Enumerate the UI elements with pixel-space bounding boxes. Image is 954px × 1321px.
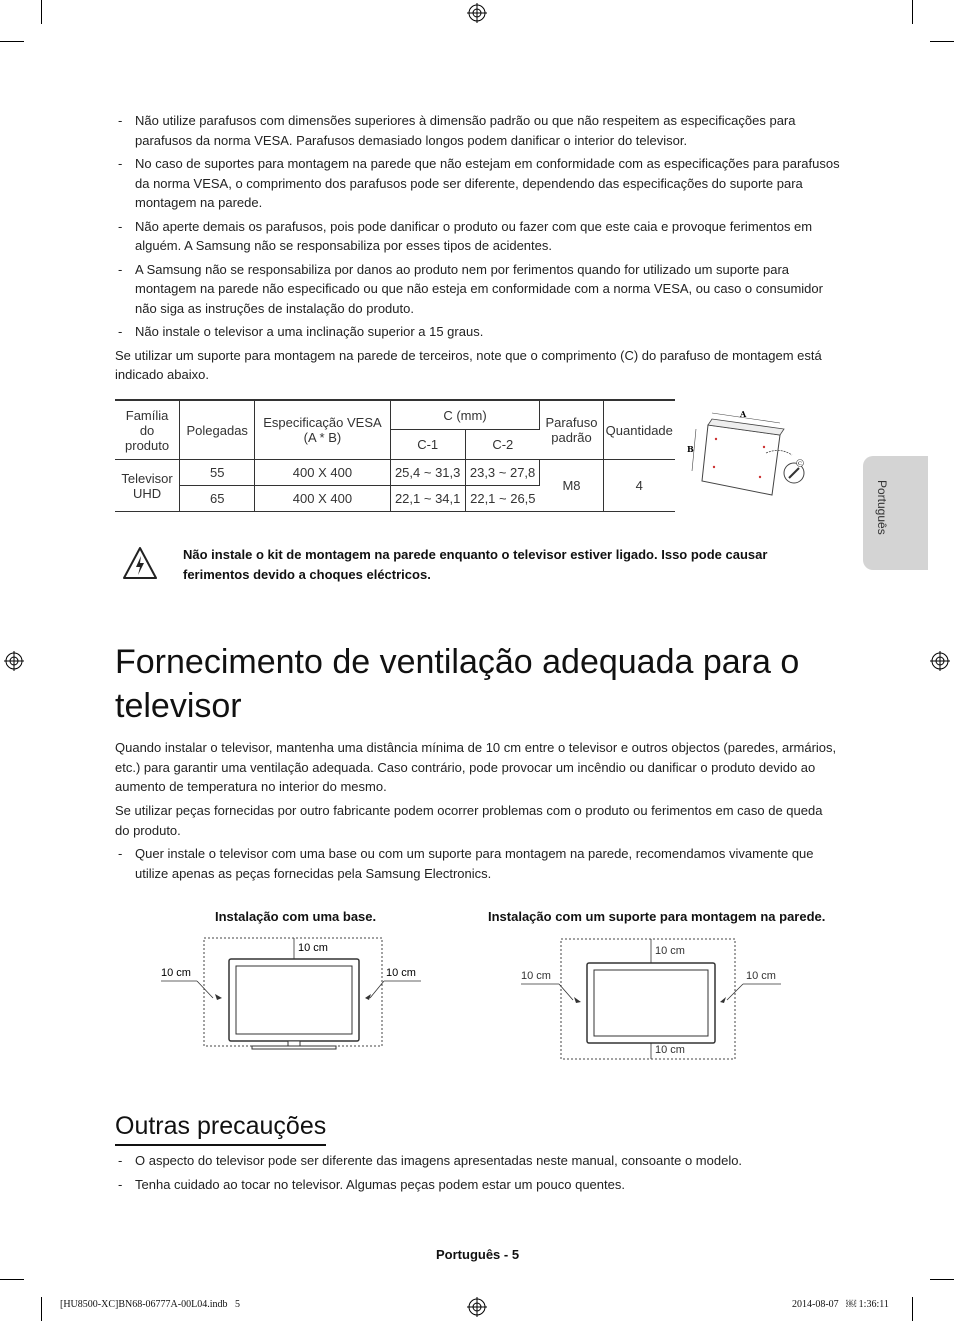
- wall-install-diagram: [515, 932, 790, 1064]
- diagram-label-b: B: [687, 444, 694, 454]
- language-side-tab: [863, 456, 928, 570]
- list-item: - No caso de suportes para montagem na parede que não estejam em conformidade com as especificações para parafusos da norma VESA, o comprimento dos parafusos pode ser diferente, dependendo das especificações do suporte para montagem na parede.: [118, 156, 840, 210]
- table-header: Polegadas: [180, 400, 255, 460]
- table-header: Família do produto: [115, 400, 180, 460]
- section-heading-ventilation: Fornecimento de ventilação adequada para o televisor: [115, 643, 800, 725]
- crop-mark: [930, 41, 954, 42]
- distance-label: 10 cm: [655, 1044, 685, 1056]
- table-cell: M8: [540, 460, 603, 512]
- table-cell: 65: [180, 486, 255, 512]
- distance-label: 10 cm: [386, 967, 416, 979]
- table-cell: 23,3 ~ 27,8: [465, 460, 540, 486]
- crop-mark: [0, 1279, 24, 1280]
- table-cell: 22,1 ~ 26,5: [465, 486, 540, 512]
- ventilation-paragraph: Se utilizar peças fornecidas por outro fabricante podem ocorrer problemas com o produto ou ferimentos em caso de queda do produto.: [115, 803, 823, 838]
- vesa-specs-table: [115, 399, 675, 512]
- warning-text: Não instale o kit de montagem na parede enquanto o televisor estiver ligado. Isso pode causar ferimentos devido a choques eléctricos.: [183, 547, 768, 582]
- electric-shock-warning-icon: [122, 546, 158, 580]
- table-header: Parafuso padrão: [540, 400, 603, 460]
- intro-paragraph: Se utilizar um suporte para montagem na parede de terceiros, note que o comprimento (C) do parafuso de montagem está indicado abaixo.: [115, 347, 822, 382]
- list-item: - O aspecto do televisor pode ser diferente das imagens apresentadas neste manual, consoante o modelo.: [118, 1153, 743, 1168]
- list-item: - A Samsung não se responsabiliza por danos ao produto nem por ferimentos quando for utilizado um suporte para montagem na parede não especificado ou que não esteja em conformidade com a norma VESA, ou caso o consumidor não siga as instruções de instalação do produto.: [118, 261, 823, 316]
- registration-mark-icon: [467, 3, 487, 23]
- caption-wall-install: Instalação com um suporte para montagem na parede.: [488, 909, 826, 924]
- table-cell: 25,4 ~ 31,3: [390, 460, 465, 486]
- crop-mark: [41, 1297, 42, 1321]
- list-item: - Tenha cuidado ao tocar no televisor. Algumas peças podem estar um pouco quentes.: [118, 1176, 625, 1192]
- side-tab-label: Português: [875, 480, 889, 535]
- page-number: Português - 5: [436, 1247, 520, 1262]
- table-cell: Televisor UHD: [115, 460, 180, 512]
- list-item: - Não utilize parafusos com dimensões superiores à dimensão padrão ou que não respeitem as especificações para parafusos da norma VESA. Parafusos demasiado longos podem danificar o interior do televisor.: [118, 113, 796, 148]
- list-item: - Não instale o televisor a uma inclinação superior a 15 graus.: [118, 324, 484, 339]
- list-item: - Quer instale o televisor com uma base ou com um suporte para montagem na parede, recomendamos vivamente que utilize apenas as peças fornecidas pela Samsung Electronics.: [118, 846, 814, 881]
- crop-mark: [912, 1297, 913, 1321]
- crop-mark: [41, 0, 42, 24]
- print-info-left: [HU8500-XC]BN68-06777A-00L04.indb 5: [60, 1299, 240, 1310]
- screw-warnings-list: [115, 111, 840, 385]
- distance-label: 10 cm: [521, 970, 551, 982]
- crop-mark: [912, 0, 913, 24]
- section-heading-other-precautions: Outras precauções: [115, 1108, 326, 1146]
- base-install-diagram: [155, 932, 430, 1057]
- crop-mark: [0, 41, 24, 42]
- registration-mark-icon: [4, 651, 24, 671]
- crop-mark: [930, 1279, 954, 1280]
- diagram-label-c: C: [798, 461, 802, 467]
- table-header: C (mm): [390, 400, 540, 430]
- table-cell: 400 X 400: [255, 460, 390, 486]
- distance-label: 10 cm: [298, 942, 328, 954]
- diagram-label-a: A: [740, 409, 747, 419]
- table-cell: 22,1 ~ 34,1: [390, 486, 465, 512]
- ventilation-paragraph: Quando instalar o televisor, mantenha uma distância mínima de 10 cm entre o televisor e outros objectos (paredes, armários, etc.) para garantir uma ventilação adequada. Caso contrário, pode provocar um incêndio ou danificar o produto devido ao aumento de temperatura no interior do mesmo.: [115, 740, 837, 794]
- registration-mark-icon: [467, 1297, 487, 1317]
- table-header: C-2: [465, 430, 540, 460]
- table-cell: 55: [180, 460, 255, 486]
- table-cell: 400 X 400: [255, 486, 390, 512]
- table-header: Quantidade: [603, 400, 675, 460]
- precautions-list: [115, 1151, 840, 1198]
- print-info-right: 2014-08-07 ￼ 1:36:11: [792, 1299, 889, 1310]
- table-header: C-1: [390, 430, 465, 460]
- registration-mark-icon: [930, 651, 950, 671]
- wall-mount-diagram: [684, 405, 812, 505]
- caption-base-install: Instalação com uma base.: [215, 909, 377, 924]
- list-item: - Não aperte demais os parafusos, pois pode danificar o produto ou fazer com que este caia e provoque ferimentos em alguém. A Samsung não se responsabiliza por esses tipos de acidentes.: [118, 218, 813, 253]
- table-cell: 4: [603, 460, 675, 512]
- distance-label: 10 cm: [161, 967, 191, 979]
- distance-label: 10 cm: [746, 970, 776, 982]
- distance-label: 10 cm: [655, 945, 685, 957]
- table-header: Especificação VESA (A * B): [255, 400, 390, 460]
